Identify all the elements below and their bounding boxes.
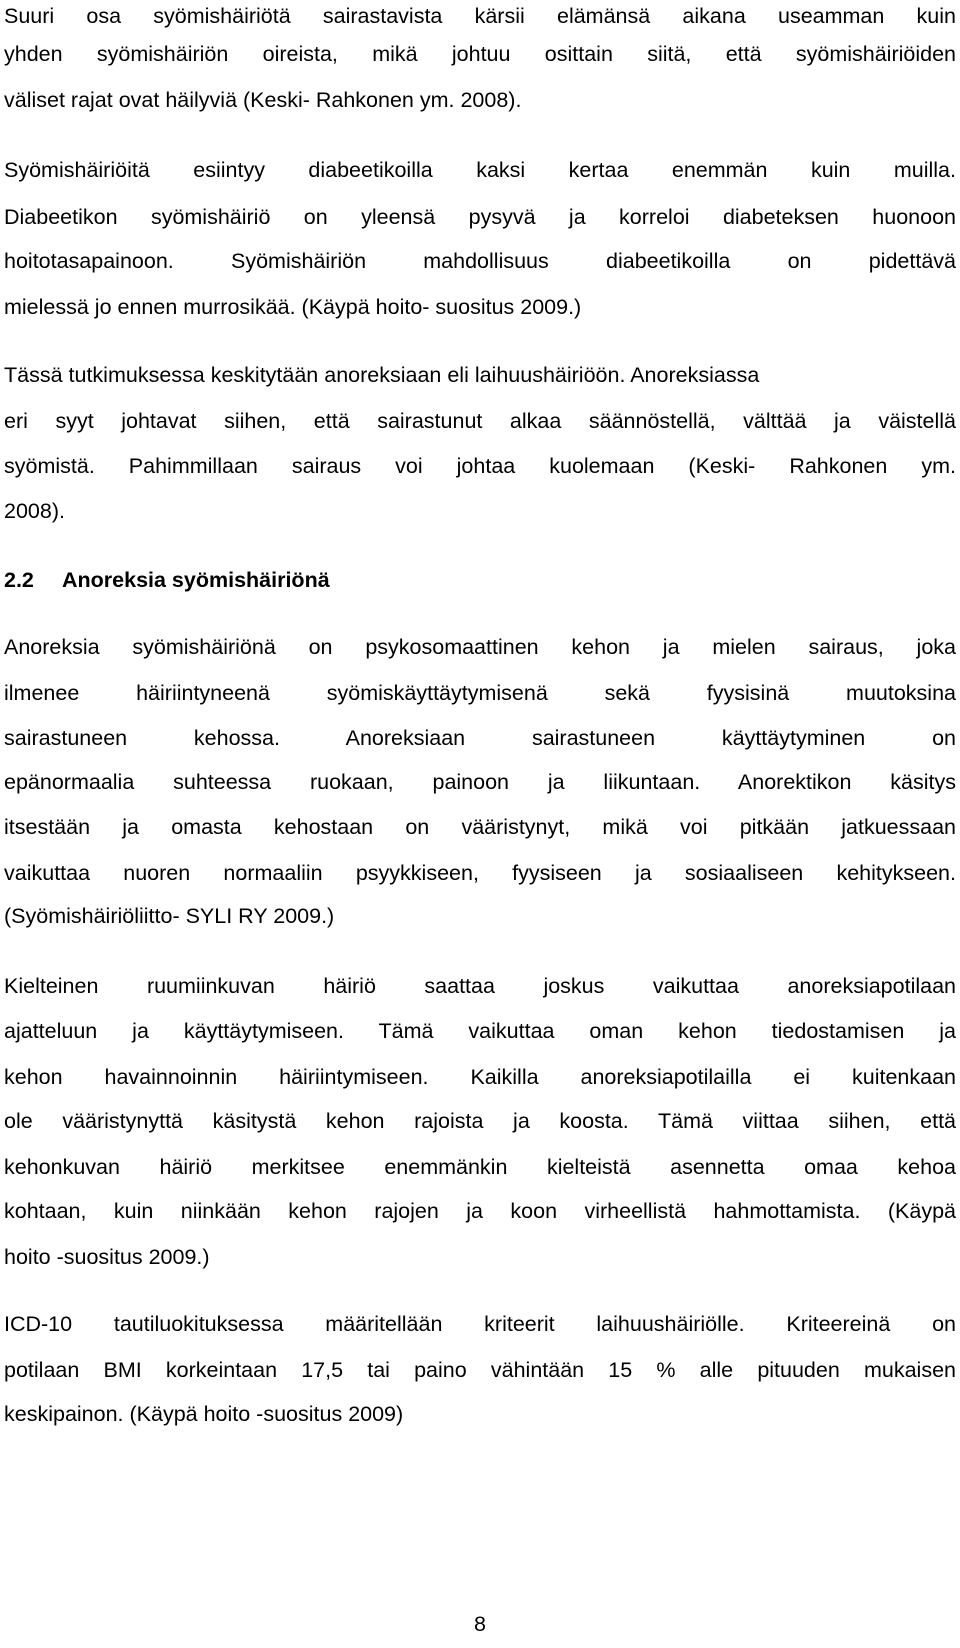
paragraph-6-line-3: keskipainon. (Käypä hoito -suositus 2009)	[4, 1402, 404, 1426]
section-heading	[4, 566, 330, 594]
paragraph-4-line-3: sairastuneen kehossa. Anoreksiaan sairastuneen käyttäytyminen on	[4, 726, 956, 750]
paragraph-1-line-1: Suuri osa syömishäiriötä sairastavista kärsii elämänsä aikana useamman kuin	[4, 4, 956, 28]
paragraph-3-line-4: 2008).	[4, 499, 65, 523]
paragraph-4-line-2: ilmenee häiriintyneenä syömiskäyttäytymisenä sekä fyysisinä muutoksina	[4, 681, 956, 705]
paragraph-4-line-1: Anoreksia syömishäiriönä on psykosomaattinen kehon ja mielen sairaus, joka	[4, 635, 956, 659]
paragraph-4-line-5: itsestään ja omasta kehostaan on vääristynyt, mikä voi pitkään jatkuessaan	[4, 815, 956, 839]
paragraph-4-line-7: (Syömishäiriöliitto- SYLI RY 2009.)	[4, 904, 335, 928]
paragraph-3-line-3: syömistä. Pahimmillaan sairaus voi johtaa kuolemaan (Keski- Rahkonen ym.	[4, 454, 956, 478]
paragraph-5-line-1: Kielteinen ruumiinkuvan häiriö saattaa joskus vaikuttaa anoreksiapotilaan	[4, 974, 956, 998]
paragraph-5-line-4: ole vääristynyttä käsitystä kehon rajoista ja koosta. Tämä viittaa siihen, että	[4, 1109, 956, 1133]
paragraph-6-line-1: ICD-10 tautiluokituksessa määritellään kriteerit laihuushäiriölle. Kriteereinä on	[4, 1312, 956, 1336]
paragraph-1-line-3: väliset rajat ovat häilyviä (Keski- Rahkonen ym. 2008).	[4, 88, 522, 112]
paragraph-5-line-3: kehon havainnoinnin häiriintymiseen. Kaikilla anoreksiapotilailla ei kuitenkaan	[4, 1065, 956, 1089]
page-number: 8	[474, 1612, 486, 1636]
paragraph-3-line-2: eri syyt johtavat siihen, että sairastunut alkaa säännöstellä, välttää ja väistellä	[4, 409, 956, 433]
paragraph-5-line-7: hoito -suositus 2009.)	[4, 1245, 210, 1269]
paragraph-5-line-5: kehonkuvan häiriö merkitsee enemmänkin kielteistä asennetta omaa kehoa	[4, 1155, 956, 1179]
section-number: 2.2	[4, 568, 34, 592]
section-title: Anoreksia syömishäiriönä	[62, 568, 330, 592]
paragraph-5-line-6: kohtaan, kuin niinkään kehon rajojen ja koon virheellistä hahmottamista. (Käypä	[4, 1199, 956, 1223]
paragraph-4-line-6: vaikuttaa nuoren normaaliin psyykkiseen, fyysiseen ja sosiaaliseen kehitykseen.	[4, 861, 956, 885]
paragraph-2-line-4: mielessä jo ennen murrosikää. (Käypä hoito- suositus 2009.)	[4, 295, 582, 319]
paragraph-2-line-1: Syömishäiriöitä esiintyy diabeetikoilla kaksi kertaa enemmän kuin muilla.	[4, 158, 956, 182]
paragraph-2-line-2: Diabeetikon syömishäiriö on yleensä pysyvä ja korreloi diabeteksen huonoon	[4, 205, 956, 229]
paragraph-2-line-3: hoitotasapainoon. Syömishäiriön mahdollisuus diabeetikoilla on pidettävä	[4, 249, 956, 273]
paragraph-4-line-4: epänormaalia suhteessa ruokaan, painoon ja liikuntaan. Anorektikon käsitys	[4, 770, 956, 794]
paragraph-3-line-1: Tässä tutkimuksessa keskitytään anoreksiaan eli laihuushäiriöön. Anoreksiassa	[4, 363, 760, 387]
paragraph-6-line-2: potilaan BMI korkeintaan 17,5 tai paino vähintään 15 % alle pituuden mukaisen	[4, 1358, 956, 1382]
paragraph-1-line-2: yhden syömishäiriön oireista, mikä johtuu osittain siitä, että syömishäiriöiden	[4, 42, 956, 66]
paragraph-5-line-2: ajatteluun ja käyttäytymiseen. Tämä vaikuttaa oman kehon tiedostamisen ja	[4, 1019, 956, 1043]
